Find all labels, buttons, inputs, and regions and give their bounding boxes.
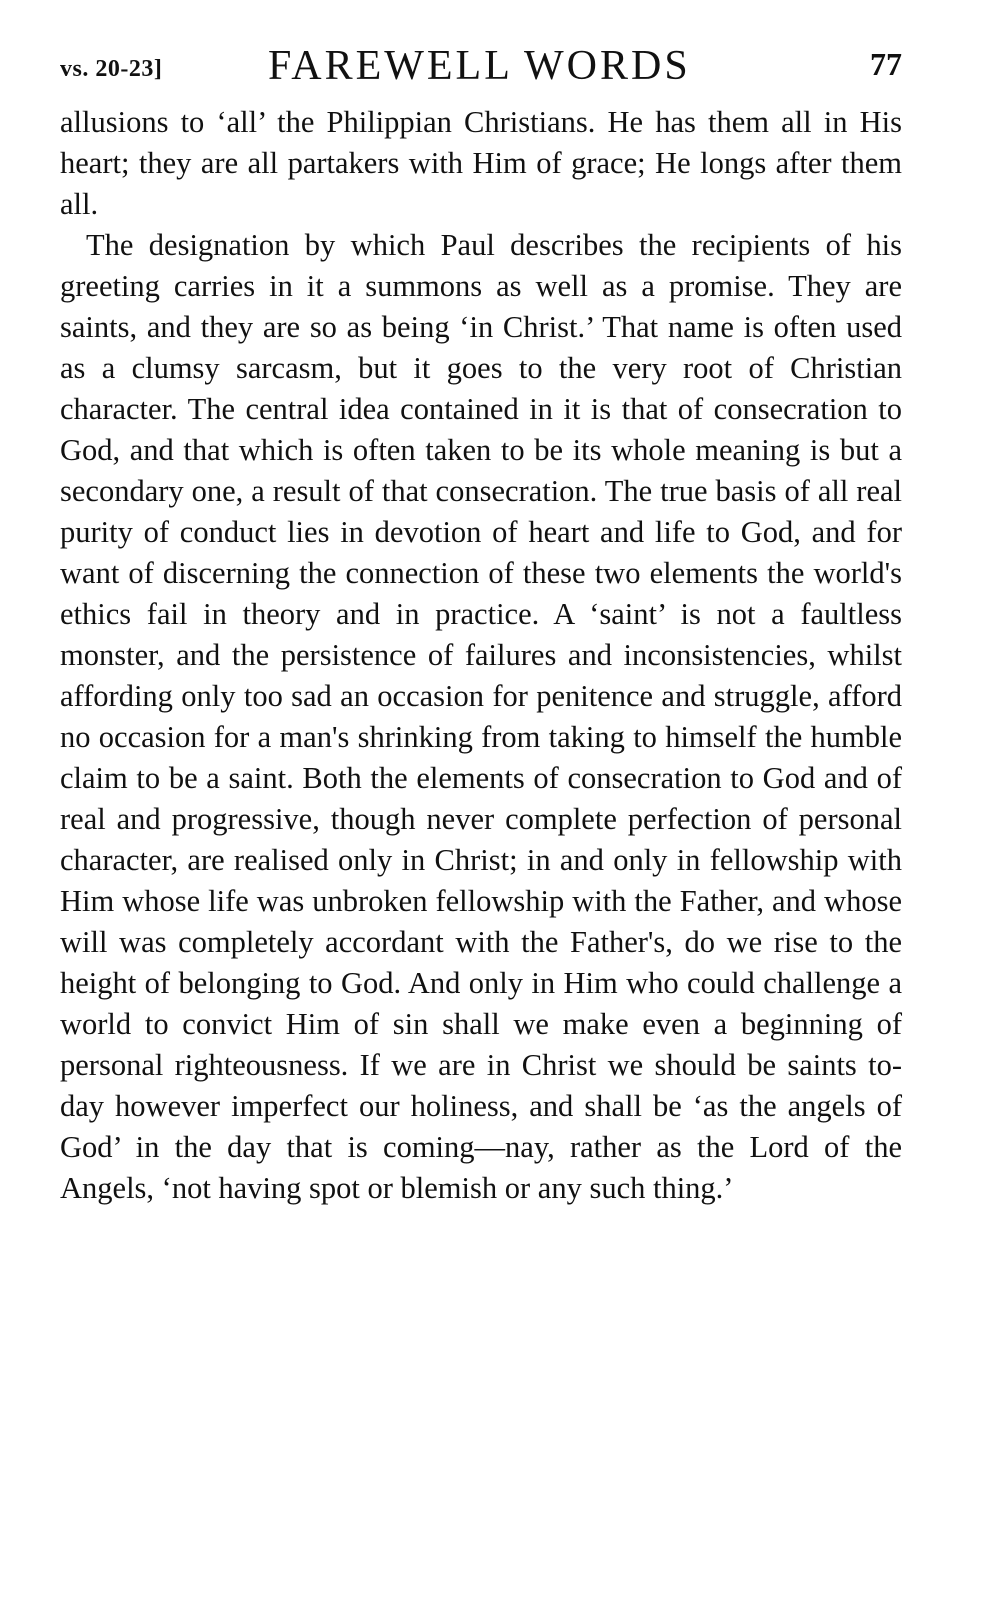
paragraph-saints: The designation by which Paul describes the recipients of his greeting carries in it a summons as well as a promise. They are saints, and they are so as being ‘in Christ.’ That name is often used as a clumsy sarcasm, but it goes to the very root of Christian character. The central idea contained in it is that of consecration to God, and that which is often taken to be its whole meaning is but a secondary one, a result of that consecration. The true basis of all real purity of conduct lies in devotion of heart and life to God, and for want of discerning the connection of these two elements the world's ethics fail in theory and in practice. A ‘saint’ is not a faultless monster, and the persistence of failures and inconsistencies, whilst affording only too sad an occasion for penitence and struggle, afford no occasion for a man's shrinking from taking to himself the humble claim to be a saint. Both the elements of consecration to God and of real and progressive, though never complete perfection of personal character, are realised only in Christ; in and only in fellowship with Him whose life was unbroken fellowship with the Father, and whose will was completely accordant with the Father's, do we rise to the height of belonging to God. And only in Him who could challenge a world to convict Him of sin shall we make even a beginning of personal righteousness. If we are in Christ we should be saints to-day however imperfect our holiness, and shall be ‘as the angels of God’ in the day that is coming—nay, rather as the Lord of the Angels, ‘not having spot or blemish or any such thing.’ [60,228,902,1205]
chapter-title: FAREWELL WORDS [268,43,691,89]
book-page [60,40,902,1209]
running-header [60,40,902,102]
verse-reference: vs. 20-23] [60,56,163,82]
page-number: 77 [870,46,902,82]
paragraph-continuation: allusions to ‘all’ the Philippian Christians. He has them all in His heart; they are all partakers with Him of grace; He longs after them all. [60,105,902,221]
